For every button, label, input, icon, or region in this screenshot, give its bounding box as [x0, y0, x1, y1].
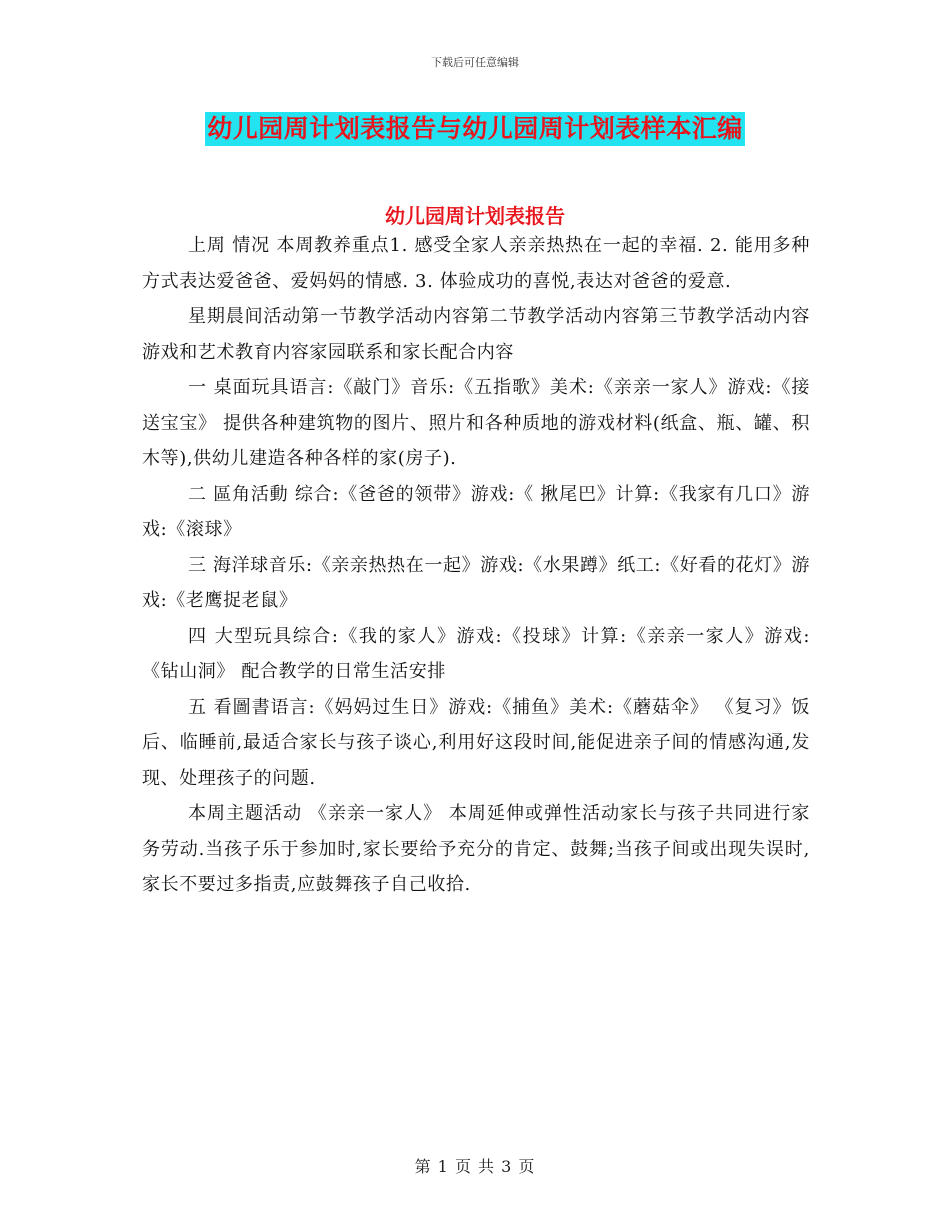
paragraph-schedule-header: 星期晨间活动第一节教学活动内容第二节教学活动内容第三节教学活动内容游戏和艺术教育内容家园联系和家长配合内容: [142, 306, 810, 363]
main-title-wrapper: [0, 112, 950, 146]
page-footer: 第 1 页 共 3 页: [414, 1157, 536, 1176]
header-note: 下载后可任意编辑: [431, 56, 519, 69]
section-title: 幼儿园周计划表报告: [385, 204, 565, 228]
paragraph-day-5: 五 看圖書语言:《妈妈过生日》游戏:《捕鱼》美术:《蘑菇伞》 《复习》饭后、临睡前,最适合家长与孩子谈心,利用好这段时间,能促进亲子间的情感沟通,发现、处理孩子的问题.: [142, 696, 810, 789]
paragraph-day-2: 二 區角活動 综合:《爸爸的领带》游戏:《 揪尾巴》计算:《我家有几口》游戏:《滚球》: [142, 483, 810, 540]
paragraph-day-3: 三 海洋球音乐:《亲亲热热在一起》游戏:《水果蹲》纸工:《好看的花灯》游戏:《老鹰捉老鼠》: [142, 554, 810, 611]
paragraph-weekly-theme: 本周主题活动 《亲亲一家人》 本周延伸或弹性活动家长与孩子共同进行家务劳动.当孩子乐于参加时,家长要给予充分的肯定、鼓舞;当孩子间或出现失误时,家长不要过多指责,应鼓舞孩子自己收拾.: [142, 803, 810, 895]
main-title: 幼儿园周计划表报告与幼儿园周计划表样本汇编: [205, 112, 745, 146]
paragraph-day-1: 一 桌面玩具语言:《敲门》音乐:《五指歌》美术:《亲亲一家人》游戏:《接送宝宝》 提供各种建筑物的图片、照片和各种质地的游戏材料(纸盒、瓶、罐、积木等),供幼儿建造各种各样的家(房子).: [142, 377, 810, 469]
paragraph-last-week: 上周 情况 本周教养重点1. 感受全家人亲亲热热在一起的幸福. 2. 能用多种方式表达爱爸爸、爱妈妈的情感. 3. 体验成功的喜悦,表达对爸爸的爱意.: [142, 235, 810, 292]
document-body: [142, 228, 810, 903]
paragraph-day-4: 四 大型玩具综合:《我的家人》游戏:《投球》计算:《亲亲一家人》游戏:《钻山洞》 配合教学的日常生活安排: [142, 625, 810, 682]
